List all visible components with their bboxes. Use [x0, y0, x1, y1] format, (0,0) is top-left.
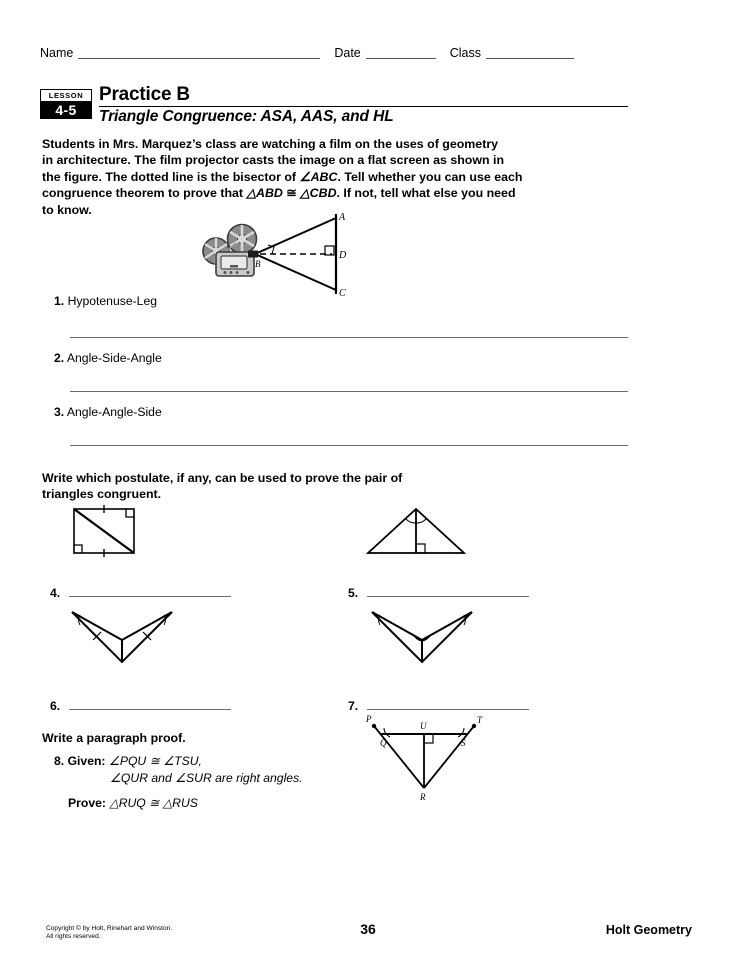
endpoint-dot-p [372, 724, 376, 728]
question-8 [54, 753, 202, 770]
question-2-text: Angle-Side-Angle [66, 351, 162, 365]
intro-line-2: in architecture. The film projector casts the image on a flat screen as shown in [42, 153, 505, 168]
intro-triangle-abd: △ABD [246, 186, 283, 201]
figure-5 [360, 503, 500, 568]
right-angle-mark-bottom-left [74, 545, 82, 553]
angle-mark-b [268, 245, 274, 254]
postulate-heading-line-2: triangles congruent. [42, 487, 162, 501]
answer-slot-4 [50, 585, 231, 600]
intro-triangle-cbd: △CBD [300, 186, 337, 201]
right-angle-mark-u [424, 734, 433, 743]
proof-figure [362, 712, 492, 809]
film-projector-icon [203, 225, 258, 277]
question-3 [54, 405, 162, 419]
figure-4 [60, 503, 200, 568]
footer-brand: Holt Geometry [605, 923, 692, 937]
projector-button [247, 271, 250, 274]
lesson-badge-number: 4-5 [40, 102, 92, 119]
intro-line-3a: the figure. The dotted line is the bisector of [42, 169, 300, 184]
class-input-line[interactable] [486, 46, 574, 59]
answer-slot-6 [50, 698, 231, 713]
intro-line-1: Students in Mrs. Marquez’s class are watching a film on the uses of geometry [42, 137, 499, 151]
projector-panel-detail [230, 265, 238, 268]
projector-button [236, 271, 239, 274]
proof-section-heading: Write a paragraph proof. [42, 731, 186, 745]
ray-bc [255, 254, 336, 290]
angle-arc-apex-left [406, 519, 416, 523]
proof-figure-svg [362, 712, 492, 804]
label-s: S [461, 738, 466, 748]
question-1 [54, 294, 157, 308]
date-label: Date [334, 46, 361, 60]
label-u: U [420, 721, 427, 731]
label-a: A [339, 212, 346, 223]
answer-slot-4-number: 4. [50, 586, 61, 600]
answer-slot-7-line[interactable] [367, 698, 529, 710]
prove-label: Prove: [68, 796, 106, 810]
angle-arc-s [458, 728, 464, 737]
lesson-badge [40, 89, 92, 119]
projector-button [230, 271, 233, 274]
diagonal-segment [74, 509, 134, 553]
given-statement-2-row [110, 770, 303, 787]
answer-slot-7-number: 7. [348, 699, 359, 713]
question-3-text: Angle-Angle-Side [66, 405, 162, 419]
title-divider [99, 106, 628, 107]
ray-t-to-r [424, 726, 474, 788]
projector-button [224, 271, 227, 274]
intro-angle-abc: ∠ABC [299, 169, 338, 184]
right-angle-mark-top-right [126, 509, 134, 517]
lesson-badge-label: LESSON [40, 89, 92, 102]
label-p: P [366, 714, 372, 724]
copyright-line-1: Copyright © by Holt, Rinehart and Winston. [46, 925, 173, 932]
question-1-text: Hypotenuse-Leg [67, 294, 157, 308]
postulate-section-heading [42, 470, 522, 502]
figure-7 [360, 604, 500, 683]
answer-slot-5-line[interactable] [367, 585, 529, 597]
name-label: Name [40, 46, 74, 60]
intro-line-4b: . If not, tell what else you need [336, 186, 516, 201]
student-info-row [40, 46, 628, 60]
label-q: Q [380, 738, 387, 748]
ray-p-to-r [374, 726, 424, 788]
given-statement-2: ∠QUR and ∠SUR are right angles. [110, 771, 303, 785]
label-d: D [339, 250, 347, 261]
figure-6 [60, 604, 200, 683]
prove-statement: △RUQ ≅ △RUS [109, 796, 198, 810]
question-8-number: 8. [54, 754, 65, 768]
intro-line-5: to know. [42, 202, 92, 217]
answer-slot-7 [348, 698, 529, 713]
question-1-answer-line[interactable] [70, 337, 628, 338]
name-input-line[interactable] [78, 46, 320, 59]
label-c: C [339, 288, 346, 299]
endpoint-dot-t [472, 724, 476, 728]
page-title: Practice B [99, 84, 190, 105]
postulate-heading-line-1: Write which postulate, if any, can be used to prove the pair of [42, 471, 403, 485]
question-2 [54, 351, 162, 365]
copyright-line-2: All rights reserved. [46, 933, 101, 941]
ray-ba [255, 218, 336, 254]
label-r: R [420, 792, 426, 802]
label-t: T [477, 715, 483, 725]
intro-line-4a: congruence theorem to prove that [42, 186, 247, 201]
given-label: Given: [67, 754, 106, 768]
question-2-number: 2. [54, 351, 65, 365]
label-b: B [255, 259, 261, 269]
question-2-answer-line[interactable] [70, 391, 628, 392]
figure-5-svg [360, 503, 500, 563]
question-1-number: 1. [54, 294, 65, 308]
given-statement-1: ∠PQU ≅ ∠TSU, [108, 754, 202, 768]
question-3-number: 3. [54, 405, 65, 419]
intro-congruent-symbol: ≅ [282, 186, 301, 201]
projector-lens [248, 251, 258, 258]
figure-6-svg [60, 604, 200, 678]
question-3-answer-line[interactable] [70, 445, 628, 446]
projector-figure [192, 210, 362, 305]
class-label: Class [449, 46, 482, 60]
figure-4-svg [60, 503, 200, 563]
angle-arc-q [384, 728, 390, 737]
answer-slot-5-number: 5. [348, 586, 359, 600]
answer-slot-6-line[interactable] [69, 698, 231, 710]
date-input-line[interactable] [366, 46, 436, 59]
angle-arc-apex-right [416, 519, 426, 523]
projector-svg [192, 210, 362, 300]
intro-paragraph [42, 136, 598, 218]
figure-7-svg [360, 604, 500, 678]
prove-row [68, 795, 198, 812]
page-subtitle: Triangle Congruence: ASA, AAS, and HL [99, 108, 394, 125]
intro-line-3b: . Tell whether you can use each [337, 169, 523, 184]
right-angle-mark-d [325, 246, 334, 255]
answer-slot-6-number: 6. [50, 699, 61, 713]
right-angle-mark-foot [416, 544, 425, 553]
answer-slot-5 [348, 585, 529, 600]
footer-page-number: 36 [360, 921, 376, 937]
answer-slot-4-line[interactable] [69, 585, 231, 597]
